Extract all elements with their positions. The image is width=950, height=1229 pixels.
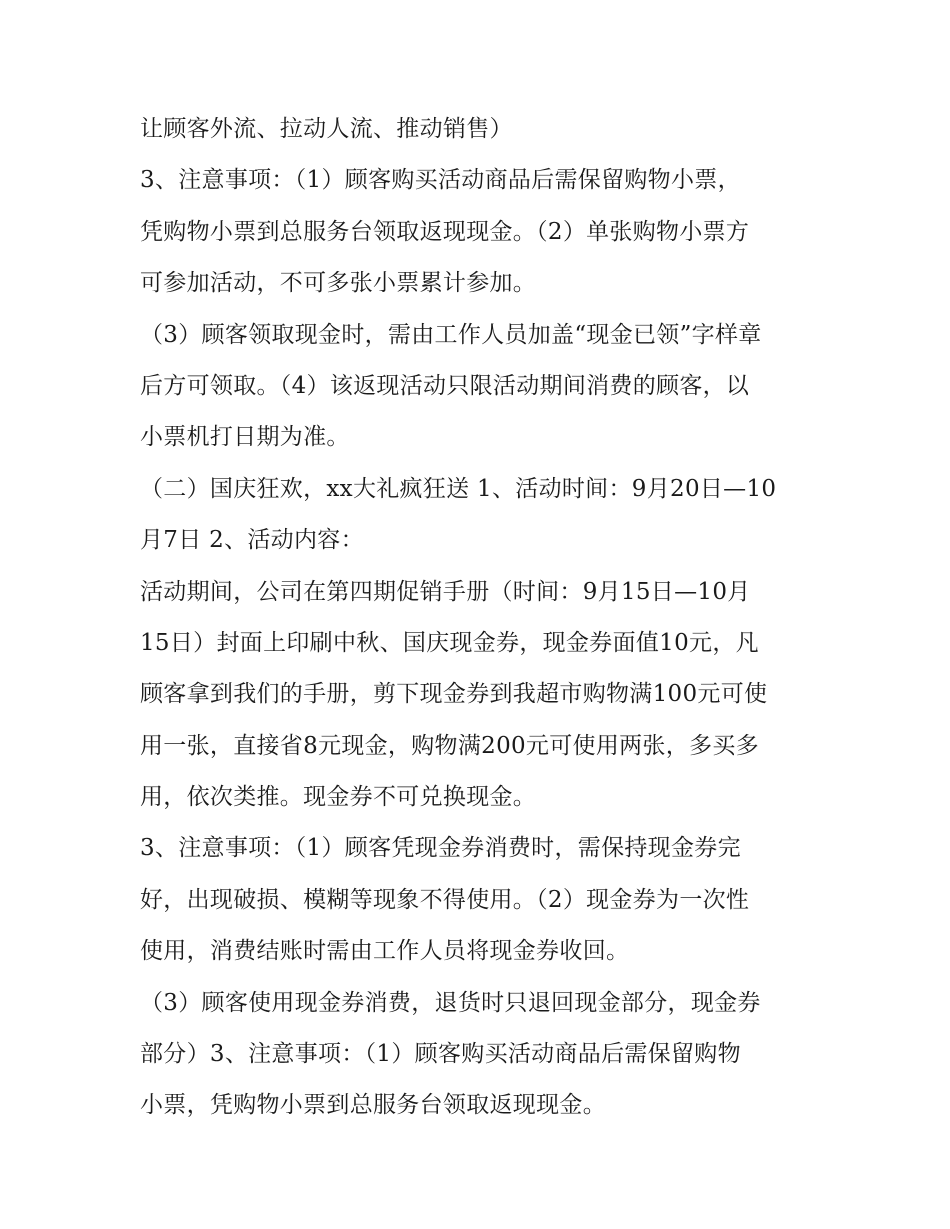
text-line: 3、注意事项：（1）顾客凭现金券消费时，需保持现金券完 (140, 835, 741, 862)
text-line: 小票，凭购物小票到总服务台领取返现现金。 (140, 1092, 606, 1119)
text-line: 顾客拿到我们的手册，剪下现金券到我超市购物满100元可使 (140, 681, 768, 708)
text-line: 让顾客外流、拉动人流、推动销售） (140, 116, 513, 142)
text-line: 用，依次类推。现金券不可兑换现金。 (140, 784, 537, 811)
text-line: （3）顾客领取现金时，需由工作人员加盖“现金已领”字样章 (140, 321, 762, 348)
text-line: （3）顾客使用现金券消费，退货时只退回现金部分，现金券 (140, 989, 761, 1016)
text-line: 可参加活动，不可多张小票累计参加。 (140, 270, 537, 297)
text-line: 小票机打日期为准。 (140, 424, 350, 451)
text-line: 用一张，直接省8元现金，购物满200元可使用两张，多买多 (140, 732, 759, 759)
text-line: 15日）封面上印刷中秋、国庆现金券，现金券面值10元，凡 (140, 629, 759, 656)
text-line: 好，出现破损、模糊等现象不得使用。（2）现金券为一次性 (140, 886, 750, 913)
text-line: 凭购物小票到总服务台领取返现现金。（2）单张购物小票方 (140, 218, 750, 245)
text-line: 后方可领取。（4）该返现活动只限活动期间消费的顾客，以 (140, 372, 750, 399)
text-line: 3、注意事项：（1）顾客购买活动商品后需保留购物小票， (140, 167, 741, 194)
text-line: （二）国庆狂欢，xx大礼疯狂送 1、活动时间：9月20日—10 (140, 475, 777, 502)
document-body (140, 104, 820, 1132)
text-line: 部分）3、注意事项：（1）顾客购买活动商品后需保留购物 (140, 1041, 741, 1068)
text-line: 月7日 2、活动内容： (140, 527, 364, 554)
text-line: 活动期间，公司在第四期促销手册（时间：9月15日—10月 (140, 578, 751, 605)
text-line: 使用，消费结账时需由工作人员将现金券收回。 (140, 938, 630, 965)
